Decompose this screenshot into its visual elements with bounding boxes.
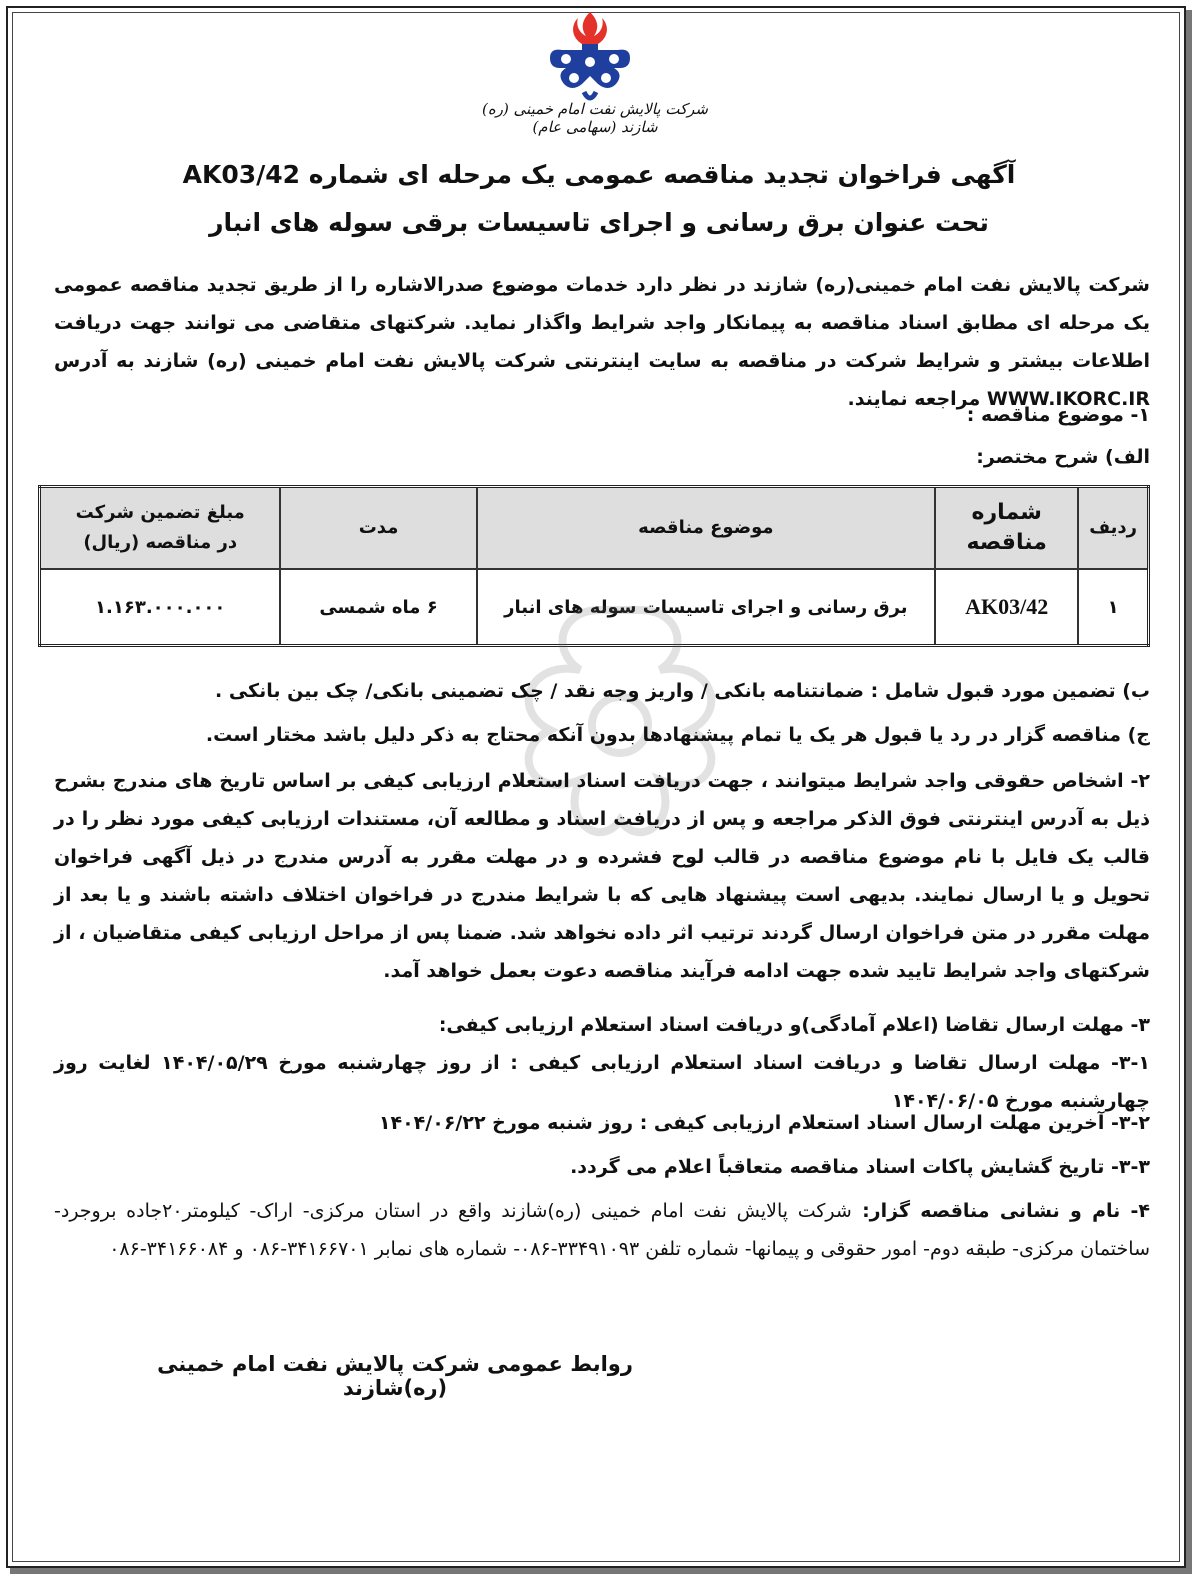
section-c-rights: ج) مناقصه گزار در رد یا قبول هر یک یا تمام پیشنهادها بدون آنکه محتاج به ذکر دلیل باشد مختار است.: [205, 724, 1150, 746]
oil-company-flame-logo-icon: [530, 8, 650, 108]
section3-item3: ۳-۳- تاریخ گشایش پاکات اسناد مناقصه متعاقباً اعلام می گردد.: [570, 1156, 1150, 1178]
header-subject: موضوع مناقصه: [477, 487, 936, 570]
section3-item2: ۳-۲- آخرین مهلت ارسال اسناد استعلام ارزیابی کیفی : روز شنبه مورخ ۱۴۰۴/۰۶/۲۲: [378, 1112, 1150, 1134]
notice-subtitle: تحت عنوان برق رسانی و اجرای تاسیسات برقی سوله های انبار: [209, 208, 989, 237]
cell-amount: ۱.۱۶۳.۰۰۰.۰۰۰: [40, 569, 281, 646]
company-name-script: شرکت پالایش نفت امام خمینی (ره) شازند (سهامی عام): [481, 100, 708, 136]
table-row: [40, 569, 1149, 646]
table-header-row: [40, 487, 1149, 570]
page-shadow-bottom: [10, 1568, 1192, 1574]
header-duration: مدت: [280, 487, 476, 570]
section4-paragraph: [54, 1192, 1150, 1268]
notice-title: آگهی فراخوان تجدید مناقصه عمومی یک مرحله ای شماره AK03/42: [182, 160, 1016, 189]
section3-item1: ۳-۱- مهلت ارسال تقاضا و دریافت اسناد استعلام ارزیابی کیفی : از روز چهارشنبه مورخ ۱۴۰۴/۰۵/۲۹ لغایت روز چهارشنبه مورخ ۱۴۰۴/۰۶/۰۵: [54, 1052, 1151, 1112]
section3-heading: ۳- مهلت ارسال تقاضا (اعلام آمادگی)و دریافت اسناد استعلام ارزیابی کیفی:: [438, 1014, 1150, 1036]
header-amount: [40, 487, 281, 570]
section-b-guarantee: ب) تضمین مورد قبول شامل : ضمانتنامه بانکی / واریز وجه نقد / چک تضمینی بانکی/ چک بین بانکی .: [215, 680, 1150, 702]
signature-public-relations: روابط عمومی شرکت پالایش نفت امام خمینی (ره)شازند: [157, 1352, 633, 1400]
intro-paragraph: شرکت پالایش نفت امام خمینی(ره) شازند در نظر دارد خدمات موضوع صدرالاشاره را از طریق تجدید مناقصه عمومی یک مرحله ای مطابق اسناد مناقصه به پیمانکار واجد شرایط واگذار نماید. شرکتهای متقاضی می توانند جهت دریافت اطلاعات بیشتر و شرایط شرکت در مناقصه به سایت اینترنتی شرکت پالایش نفت امام خمینی (ره) شازند به آدرس WWW.IKORC.IR مراجعه نمایند.: [54, 274, 1150, 410]
header-tender-number: شماره مناقصه: [935, 487, 1078, 570]
tender-table: [38, 485, 1150, 647]
cell-subject: برق رسانی و اجرای تاسیسات سوله های انبار: [477, 569, 936, 646]
section1-sub-a: الف) شرح مختصر:: [976, 446, 1150, 468]
page-shadow-right: [1186, 10, 1192, 1572]
section1-heading: ۱- موضوع مناقصه :: [966, 404, 1150, 426]
section4-address: شرکت پالایش نفت امام خمینی (ره)شازند واقع در استان مرکزی- اراک- کیلومتر۲۰جاده بروجرد- ساختمان مرکزی- طبقه دوم- امور حقوقی و پیمانها- شماره تلفن ۳۳۴۹۱۰۹۳-۰۸۶- شماره های نمابر ۳۴۱۶۶۷۰۱-۰۸۶ و ۳۴۱۶۶۰۸۴-۰۸۶: [54, 1200, 1150, 1260]
header-amount-line2: در مناقصه (ریال): [83, 532, 238, 553]
cell-row-number: ۱: [1078, 569, 1148, 646]
header-row-number: ردیف: [1078, 487, 1148, 570]
section2-paragraph: ۲- اشخاص حقوقی واجد شرایط میتوانند ، جهت دریافت اسناد استعلام ارزیابی کیفی بر اساس تاریخ های مندرج بشرح ذیل به آدرس اینترنتی فوق الذکر مراجعه و پس از دریافت اسناد و مطالعه آن، مستندات ارزیابی کیفی مورد نظر را در قالب یک فایل با نام موضوع مناقصه در قالب لوح فشرده و در مهلت مقرر به آدرس مندرج در ذیل آگهی فراخوان تحویل و یا ارسال نمایند. بدیهی است پیشنهاد هایی که با شرایط مندرج در فراخوان اختلاف داشته باشند و یا بعد از مهلت مقرر در متن فراخوان ارسال گردند ترتیب اثر داده نخواهد شد. ضمنا پس از مراحل ارزیابی کیفی متقاضیان ، از شرکتهای واجد شرایط تایید شده جهت ادامه فرآیند مناقصه دعوت بعمل خواهد آمد.: [54, 770, 1150, 982]
cell-tender-number: AK03/42: [935, 569, 1078, 646]
header-amount-line1: مبلغ تضمین شرکت: [75, 502, 245, 523]
cell-duration: ۶ ماه شمسی: [280, 569, 476, 646]
section4-heading: ۴- نام و نشانی مناقصه گزار:: [862, 1200, 1150, 1222]
